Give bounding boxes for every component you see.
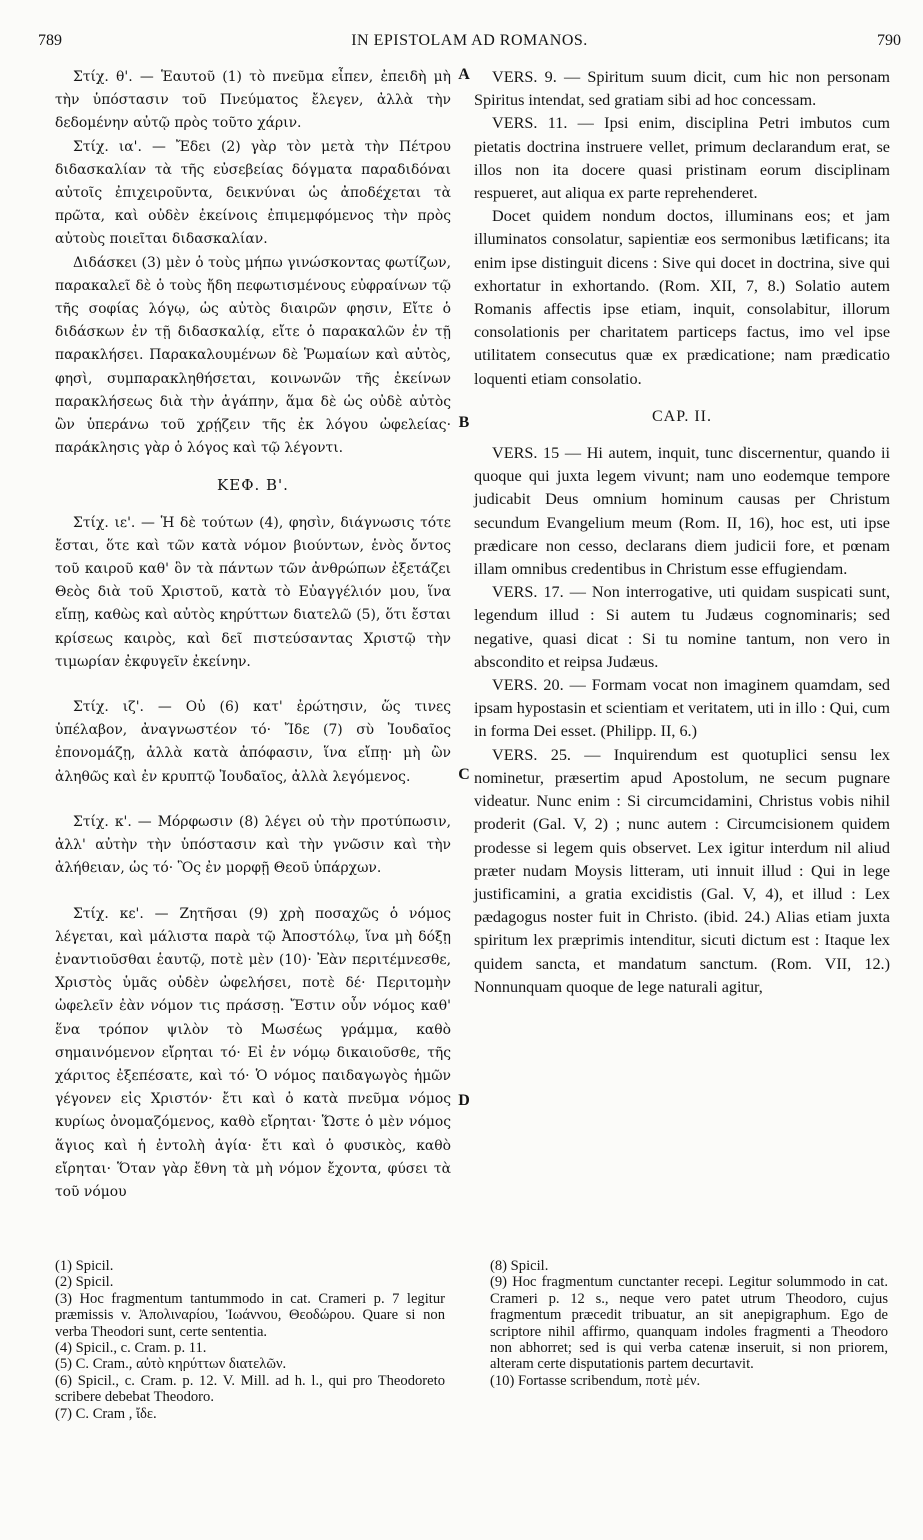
latin-paragraph: Docet quidem nondum doctos, illuminans eos; et jam illuminatos consolatur, sapientiæ eos sermonibus lætificans; ita enim ipse distinguit dicens : Sive qui docet in doctrina, sive qui exhortatur in exhortando. (Rom. XII, 7, 8.) Solatio autem Romanis affectis ipse etiam, inquit, consolabitur, illorum consolationis per charitatem particeps factus, imo vel ipse utilitatem consecutus quæ ex prædicatione; nam prædicatio loquenti etiam consolatio. — [474, 207, 890, 388]
chapter-heading-latin: CAP. II. — [651, 407, 712, 425]
margin-marker-d: D — [458, 1092, 470, 1109]
latin-paragraph: VERS. 15 — Hi autem, inquit, tunc discernentur, quando ii quoque qui juxta legem vivunt; nam uno eodemque tempore judicabit Deus omnium hominum causas per Christum secundum Evangelium meum (Rom. II, 16), hoc est, uti ipse prædicare non cesso, declarans diem judicii fore, et pœnam illam omnibus credentibus in Christum esse effugiendam. — [474, 444, 890, 579]
footnote: (2) Spicil. — [55, 1274, 114, 1291]
latin-paragraph: VERS. 25. — Inquirendum est quotuplici sensu lex nominetur, præsertim apud Apostolum, ne secum pugnare videatur. Nunc enim : Si circumcidamini, Christus vobis nihil proderit (Gal. V, 2) ; nunc autem : Circumcisionem quidem prodesse si legem quis observet. Lex igitur interdum nil aliud præter nudam Moysis litteram, uti innuit illud : Qui in lege justificamini, a gratia excidistis (Gal. V, 4), et illud : Lex pædagogus noster fuit in Christo. (ibid. 24.) Alias etiam juxta spiritum lex præprimis intenditur, sicuti dictum est : Itaque lex quidem sancta, et mandatum sanctum. (Rom. VII, 12.) Nonnunquam quoque de lege naturali agitur, — [474, 745, 890, 996]
margin-marker-b: B — [458, 414, 470, 431]
footnote: (9) Hoc fragmentum cunctanter recepi. Legitur solummodo in cat. Crameri p. 12 s., neque vero patet utrum Theodoro, cujus fragmentum præcedit tribuatur, an sit anepigraphum. Ego de scriptore nihil affirmo, quanquam indoles fragmenti a Theodoro non abhorret; sed is qui verba catenæ inseruit, si non priorem, alteram certe disputationis partem decurtavit. — [490, 1274, 888, 1373]
latin-paragraph: VERS. 9. — Spiritum suum dicit, cum hic non personam Spiritus intendat, sed gratiam sibi ad hoc concessam. — [474, 68, 890, 110]
footnote: (8) Spicil. — [490, 1258, 549, 1274]
greek-paragraph: Στίχ. ιζ'. — Οὐ (6) κατ' ἐρώτησιν, ὥς τινες ὑπέλαβον, ἀναγνωστέον τό· Ἴδε (7) σὺ Ἰουδαῖος ἐπονομάζῃ, ἀλλὰ κατὰ ἀπόφασιν, ἵνα εἴπῃ· μὴ ὢν ἀληθῶς καὶ ἐν κρυπτῷ Ἰουδαῖος, ἀλλὰ λεγόμενος. — [55, 699, 451, 785]
footnote: (1) Spicil. — [55, 1258, 114, 1274]
footnote: (7) C. Cram , ἴδε. — [55, 1405, 157, 1422]
chapter-heading-greek: ΚΕΦ. Β'. — [217, 476, 289, 495]
greek-column — [55, 66, 451, 1204]
greek-paragraph: Στίχ. ια'. — Ἔδει (2) γὰρ τὸν μετὰ τὴν Πέτρου διδασκαλίαν τὰ τῆς εὐσεβείας δόγματα παραδιδόναι αὐτοῖς ἐπιχειροῦντα, δεικνύναι ὡς ἀποδέχεται τὰ πρῶτα, καὶ οὐδὲν ἐκείνοις ἐπιμεμφόμενος τὴν πρὸς αὐτοὺς ποιεῖται διδασκαλίαν. — [55, 138, 451, 248]
greek-paragraph: Διδάσκει (3) μὲν ὁ τοὺς μήπω γινώσκοντας φωτίζων, παρακαλεῖ δὲ ὁ τοὺς ἤδη πεφωτισμένους εὐφραίνων τῷ τῆς σοφίας λόγῳ, ὡς αὐτὸς διαιρῶν φησιν, Εἴτε ὁ διδάσκων ἐν τῇ διδασκαλίᾳ, εἴτε ὁ παρακαλῶν ἐν τῇ παρακλήσει. Παρακαλουμένων δὲ Ῥωμαίων καὶ αὐτὸς, φησὶ, συμπαρακληθήσεται, κοινωνῶν τῆς ἐκείνων παρακλήσεως διὰ τὴν ἀγάπην, ἅμα δὲ ὡς οὐδὲ αὐτὸς ὢν ὑπεράνω τοῦ χρῄζειν τῆς ἐκ λόγου ὠφελείας· παράκλησις γὰρ ὁ λόγος καὶ τῷ λέγοντι. — [55, 254, 451, 457]
latin-column — [474, 66, 890, 999]
running-title: IN EPISTOLAM AD ROMANOS. — [351, 32, 588, 49]
page-number-right: 790 — [877, 32, 901, 49]
footnotes-right — [490, 1258, 888, 1389]
margin-marker-a: A — [458, 66, 470, 83]
footnote: (6) Spicil., c. Cram. p. 12. V. Mill. ad h. l., qui pro Theodoreto scribere debebat Theodoro. — [55, 1372, 445, 1406]
footnote: (5) C. Cram., αὐτὸ κηρύττων διατελῶν. — [55, 1356, 287, 1373]
footnote: (10) Fortasse scribendum, ποτὲ μέν. — [490, 1372, 701, 1389]
margin-marker-c: C — [458, 766, 470, 783]
page-header — [38, 32, 901, 58]
footnote: (4) Spicil., c. Cram. p. 11. — [55, 1340, 207, 1357]
footnotes-left — [55, 1258, 445, 1422]
page-number-left: 789 — [38, 32, 62, 49]
greek-paragraph: Στίχ. κ'. — Μόρφωσιν (8) λέγει οὐ τὴν προτύπωσιν, ἀλλ' αὐτὴν τὴν ὑπόστασιν καὶ τὴν γνῶσιν καὶ τὴν ἀλήθειαν, ὡς τό· Ὃς ἐν μορφῇ Θεοῦ ὑπάρχων. — [55, 813, 451, 877]
latin-paragraph: VERS. 11. — Ipsi enim, disciplina Petri imbutos cum pietatis doctrina instruere vellet, primum declarandum erat, se illos non ita docere quasi pristinam eorum disciplinam respueret, aut aliqua ex parte reprehenderet. — [474, 114, 890, 203]
footnote: (3) Hoc fragmentum tantummodo in cat. Crameri p. 7 legitur præmissis v. Ἀπολιναρίου, Ἰωάννου, Θεοδώρου. Quare si non verba Theodori sunt, certe sententia. — [55, 1290, 445, 1340]
greek-paragraph: Στίχ. ιε'. — Ἡ δὲ τούτων (4), φησὶν, διάγνωσις τότε ἔσται, ὅτε καὶ τῶν κατὰ νόμον βιούντων, ἑνὸς ὄντος τοῦ καιροῦ καθ' ὃν τὰ πάντων τῶν ἀνθρώπων ἐξετάζει Θεὸς διὰ τοῦ Χριστοῦ, κατὰ τὸ Εὐαγγέλιόν μου, ἵνα εἴπῃ, καθὼς καὶ αὐτὸς κηρύττων διατελῶ (5), ὅτι ἔσται κρίσεως καιρὸς, καὶ δεῖ πιστεύσαντας Χριστῷ τὴν τιμωρίαν ἐκφυγεῖν ἐκείνην. — [55, 514, 451, 670]
greek-paragraph: Στίχ. κε'. — Ζητῆσαι (9) χρὴ ποσαχῶς ὁ νόμος λέγεται, καὶ μάλιστα παρὰ τῷ Ἀποστόλῳ, ἵνα μὴ δόξῃ ἐναντιοῦσθαι ἑαυτῷ, ποτὲ μὲν (10)· Ἐὰν περιτέμνεσθε, Χριστὸς ὑμᾶς οὐδὲν ὠφελήσει, ποτὲ δέ· Περιτομὴν ὠφελεῖν ἐὰν νόμον τις πράσσῃ. Ἔστιν οὖν νόμος καθ' ἕνα τρόπον ψιλὸν τὸ Μωσέως γράμμα, καθὸ σημαινόμενον εἴρηται τό· Εἰ ἐν νόμῳ δικαιοῦσθε, τῆς χάριτος ἐξεπέσατε, καὶ τό· Ὁ νόμος παιδαγωγὸς ἡμῶν γέγονεν εἰς Χριστόν· ἔτι καὶ ὁ κατὰ πνεῦμα νόμος κυρίως ὀνομαζόμενος, καθὸ εἴρηται· Ὥστε ὁ μὲν νόμος ἅγιος καὶ ἡ ἐντολὴ ἁγία· ἔτι καὶ ὁ φυσικὸς, καθὸ εἴρηται· Ὅταν γὰρ ἔθνη τὰ μὴ νόμον ἔχοντα, φύσει τὰ τοῦ νόμου — [55, 905, 451, 1200]
latin-paragraph: VERS. 17. — Non interrogative, uti quidam suspicati sunt, legendum illud : Si autem tu Judæus cognominaris; sed negative, quasi dicat : Si tu nomine tantum, non vero in abscondito et reipsa Judæus. — [474, 583, 890, 671]
latin-paragraph: VERS. 20. — Formam vocat non imaginem quamdam, sed ipsam hypostasin et scientiam et veritatem, uti in illo : Qui, cum in forma Dei esset. (Philipp. II, 6.) — [474, 676, 890, 741]
greek-paragraph: Στίχ. θ'. — Ἑαυτοῦ (1) τὸ πνεῦμα εἶπεν, ἐπειδὴ μὴ τὴν ὑπόστασιν τοῦ Πνεύματος ἔλεγεν, ἀλλὰ τὴν δεδομένην αὐτῷ πρὸς τοῦτο χάριν. — [55, 69, 451, 132]
